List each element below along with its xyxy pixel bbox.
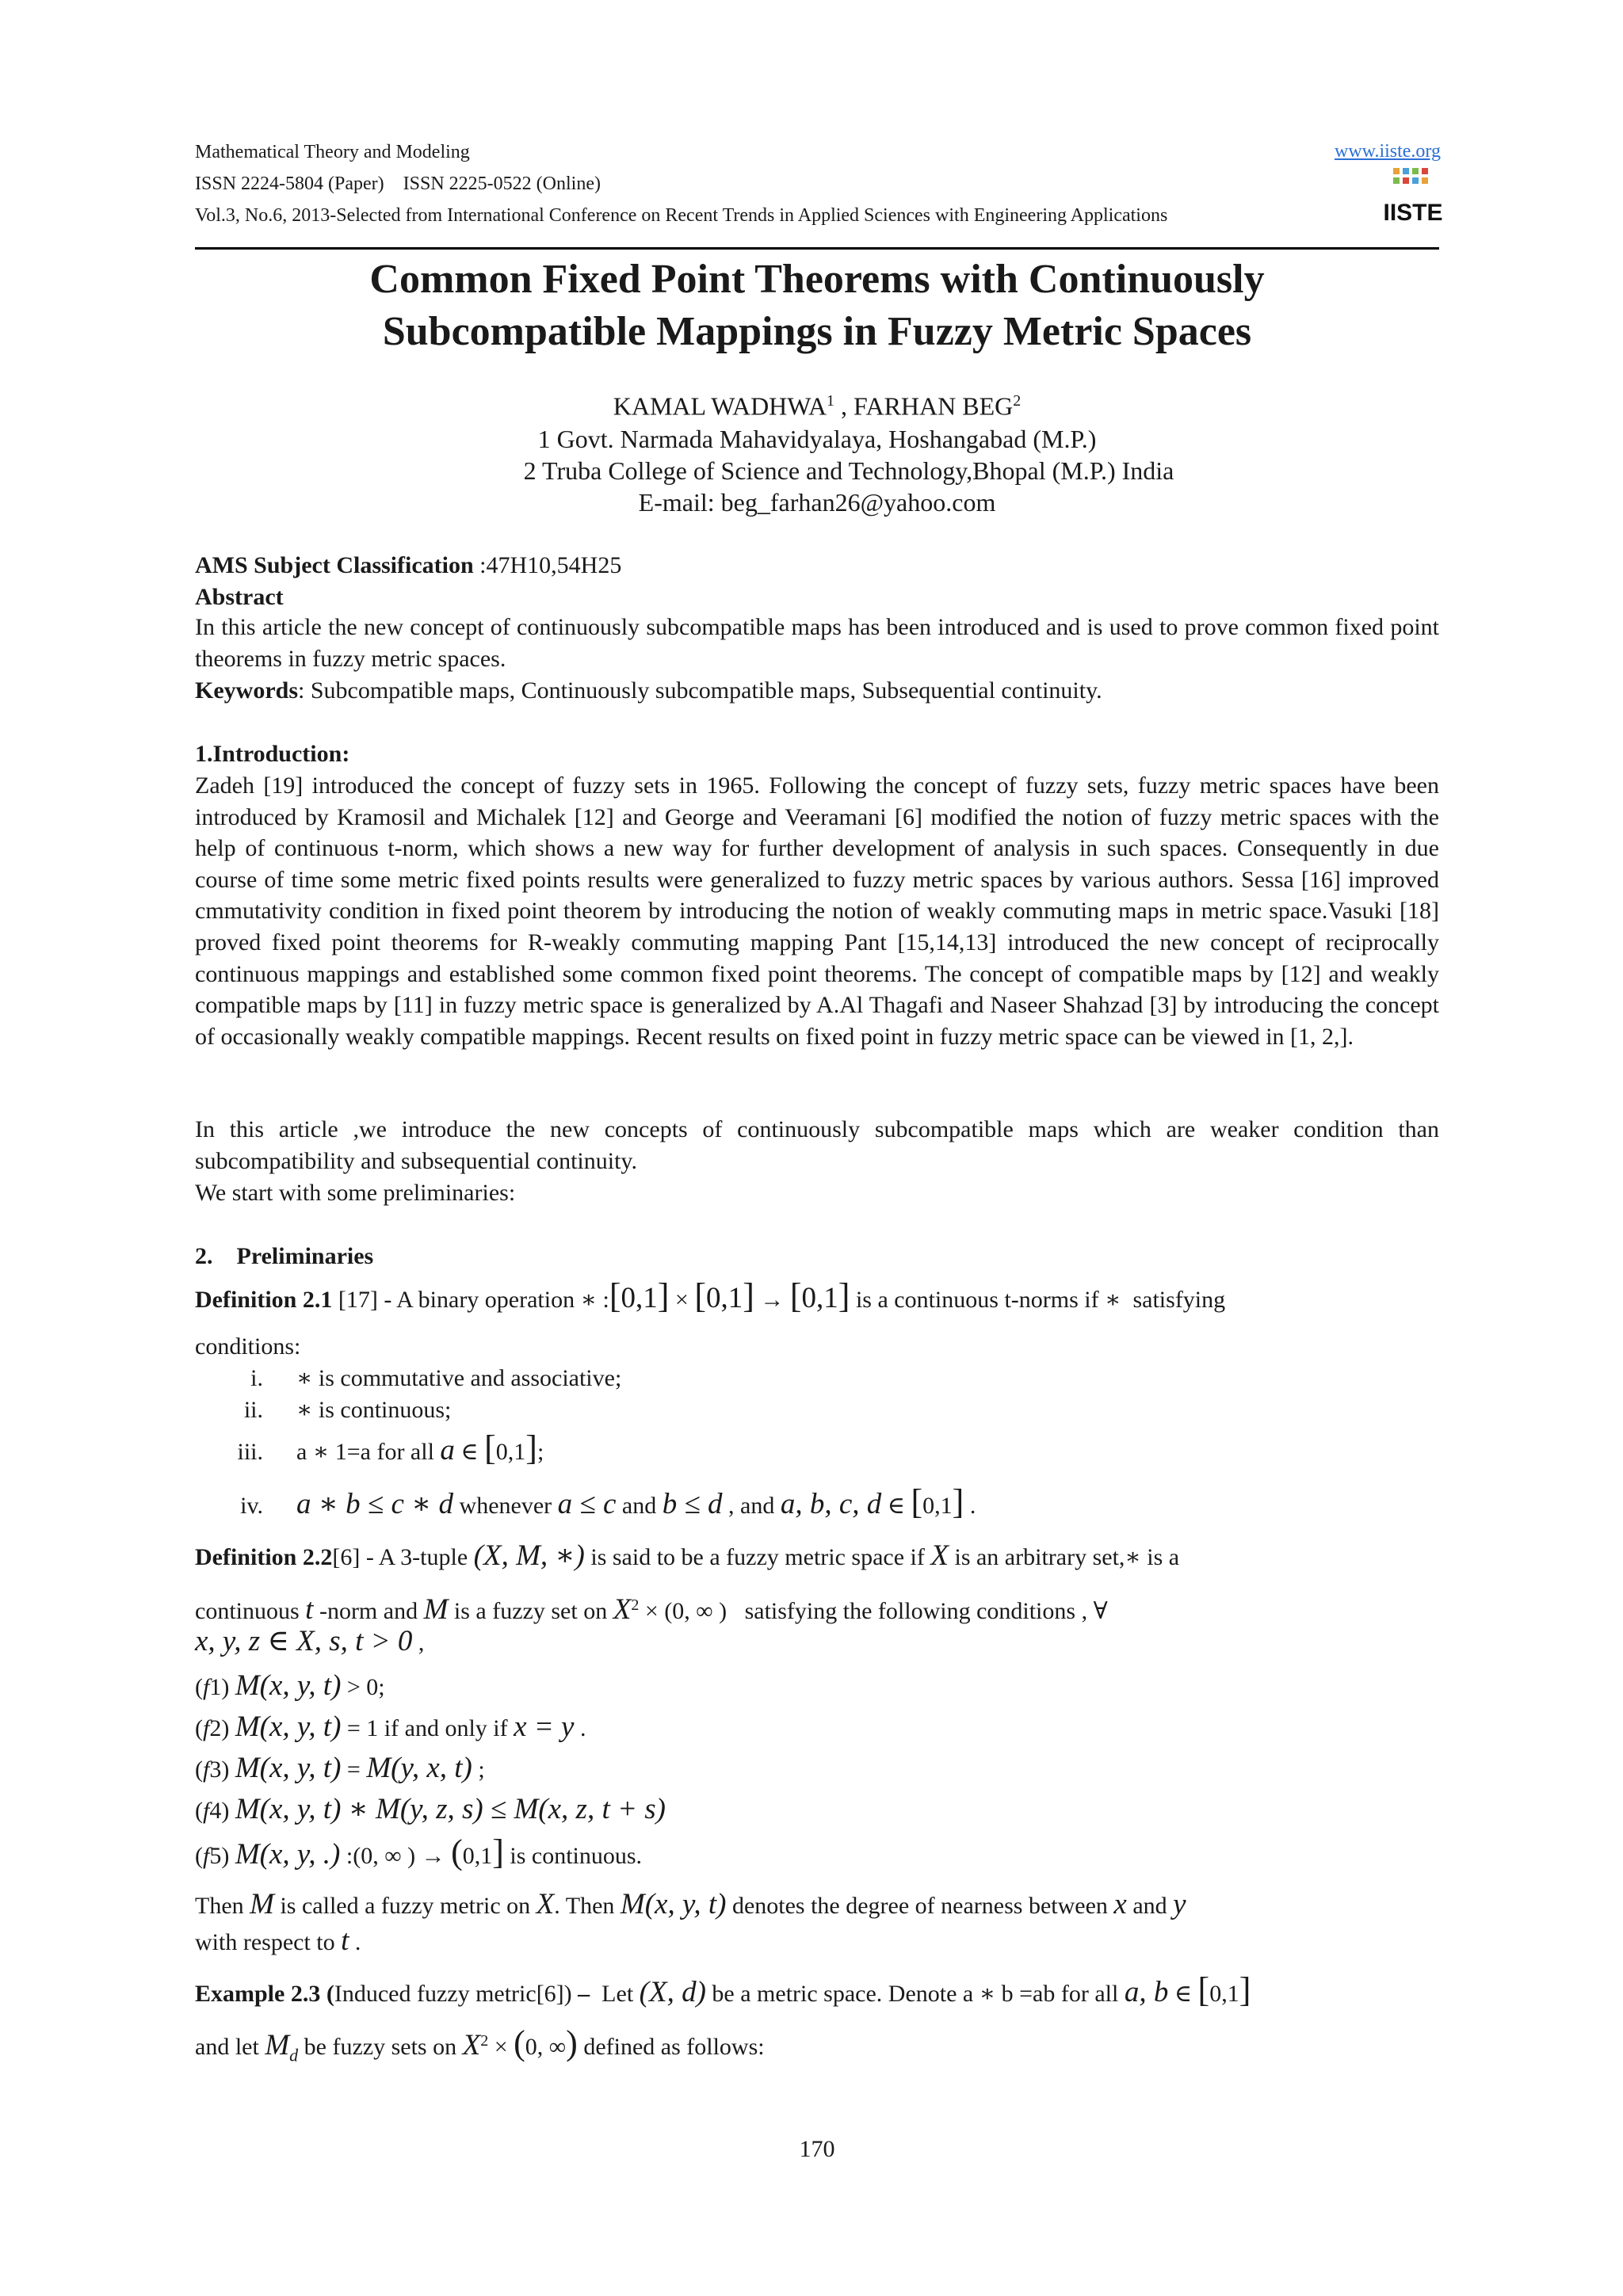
def-2-1: Definition 2.1 [17] - A binary operation ∗ :[0,1] × [0,1] → [0,1] is a continuous t-norms if ∗ satisfying <box>195 1276 1226 1315</box>
def-2-2-text: [6] - A 3-tuple <box>332 1544 474 1570</box>
example-2-3-b: Let <box>590 1981 640 2007</box>
then-sentence: Then M is called a fuzzy metric on X. Then M(x, y, t) denotes the degree of nearness between x and y <box>195 1888 1186 1920</box>
def-2-2-line-2c: is a fuzzy set on <box>448 1598 613 1624</box>
intro-paragraph-2: In this article ,we introduce the new concepts of continuously subcompatible maps which are weaker condition than subcompatibility and subsequential continuity. <box>195 1116 1439 1174</box>
keywords-value: : Subcompatible maps, Continuously subcompatible maps, Subsequential continuity. <box>298 677 1102 704</box>
def-2-1-label: Definition 2.1 <box>195 1287 333 1313</box>
keywords <box>195 675 1439 707</box>
def-2-2-mid: is said to be a fuzzy metric space if <box>584 1544 931 1570</box>
abstract-heading: Abstract <box>195 584 284 610</box>
intro-paragraph-3: We start with some preliminaries: <box>195 1180 516 1206</box>
then-a: is called a fuzzy metric on <box>273 1893 537 1919</box>
ams-value: :47H10,54H25 <box>473 552 622 578</box>
svg-text:IISTE: IISTE <box>1383 200 1443 226</box>
author-2: FARHAN BEG <box>854 391 1014 421</box>
intro-paragraph-1: Zadeh [19] introduced the concept of fuzzy sets in 1965. Following the concept of fuzzy sets, fuzzy metric spaces have been introduced by Kramosil and Michalek [12] and George and Veeramani [6] modified the notion of fuzzy metric spaces with the help of continuous t-norm, which shows a new way for further development of analysis in such spaces. Consequently in due course of time some metric fixed points results were generalized to fuzzy metric spaces by various authors. Sessa [16] improved cmmutativity condition in fixed point theorem by introducing the notion of weakly commuting maps in metric space.Vasuki [18] proved fixed point theorems for R-weakly commuting mapping Pant [15,14,13] introduced the new concept of reciprocally continuous mappings and established some common fixed point theorems. The concept of compatible maps by [12] and weakly compatible maps by [11] in fuzzy metric space is generalized by A.Al Thagafi and Naseer Shahzad [3] by introducing the concept of occasionally weakly compatible mappings. Recent results on fixed point in fuzzy metric space can be viewed in [1, 2,]. <box>195 772 1439 1050</box>
def-2-2-line-2a: continuous <box>195 1598 306 1624</box>
paper-title <box>195 254 1439 358</box>
journal-name: Mathematical Theory and Modeling <box>195 142 470 162</box>
example-2-3-dash: – <box>578 1981 590 2007</box>
then-b: . Then <box>554 1893 621 1919</box>
condition-i: i. ∗ is commutative and associative; <box>195 1363 1439 1394</box>
axiom-f5: (f5) M(x, y, .) :(0, ∞ ) → (0,1] is continuous. <box>195 1833 643 1871</box>
title-line-2: Subcompatible Mappings in Fuzzy Metric Spaces <box>382 309 1252 354</box>
condition-iii-num: iii. <box>237 1439 263 1465</box>
condition-ii-text: is continuous; <box>312 1397 452 1423</box>
intro-heading: 1.Introduction: <box>195 741 350 767</box>
keywords-label: Keywords <box>195 677 298 704</box>
author-1-sup: 1 <box>827 392 835 410</box>
def-2-2-quantifier: x, y, z ∈ X, s, t > 0 , <box>195 1625 425 1657</box>
conditions-label: conditions: <box>195 1333 301 1360</box>
axiom-f4: (f4) M(x, y, t) ∗ M(y, z, s) ≤ M(x, z, t + s) <box>195 1793 666 1825</box>
author-2-sup: 2 <box>1013 392 1022 410</box>
condition-i-text: is commutative and associative; <box>312 1365 622 1391</box>
def-2-2-line-2: continuous t -norm and M is a fuzzy set on $X^2 \times (0$, ∞ ) satisfying the following conditions , ∀ <box>195 1593 1108 1626</box>
volume-line: Vol.3, No.6, 2013-Selected from International Conference on Recent Trends in Applied Sciences with Engineering Applications <box>195 205 1168 226</box>
condition-iii-text: a <box>296 1439 307 1465</box>
example-2-3-f: be fuzzy sets on <box>298 2034 463 2060</box>
def-2-2-line-2b: -norm and <box>313 1598 424 1624</box>
then-d: and <box>1126 1893 1174 1919</box>
title-line-1: Common Fixed Point Theorems with Continuously <box>369 257 1265 302</box>
axiom-f1: (f1) M(x, y, t) > 0; <box>195 1669 385 1702</box>
def-2-1-tail: is a continuous t-norms if <box>850 1287 1106 1313</box>
def-2-2-label: Definition 2.2 <box>195 1544 333 1570</box>
condition-ii: ii. ∗ is continuous; <box>195 1394 1439 1426</box>
author-separator: , <box>834 391 854 421</box>
then-c: denotes the degree of nearness between <box>726 1893 1114 1919</box>
condition-iv: iv. a ∗ b ≤ c ∗ d whenever a ≤ c and b ≤ d , and a, b, c, d ∈ [0,1] . <box>195 1486 1439 1522</box>
def-2-1-text: [17] - A binary operation <box>332 1287 581 1313</box>
then-e: with respect to <box>195 1929 342 1955</box>
journal-url-link[interactable]: www.iiste.org <box>1335 141 1441 162</box>
example-2-3-text: Induced fuzzy metric[6]) <box>334 1981 579 2007</box>
condition-i-num: i. <box>250 1365 263 1391</box>
example-2-3-c: be a metric space. Denote a <box>705 1981 980 2007</box>
example-2-3-d: b =ab for all <box>995 1981 1125 2007</box>
header-rule <box>195 247 1439 250</box>
authors-line <box>195 385 1439 422</box>
abstract-text: In this article the new concept of continuously subcompatible maps has been introduced and is used to prove common fixed point theorems in fuzzy metric spaces. <box>195 614 1439 672</box>
axiom-f2: (f2) M(x, y, t) = 1 if and only if x = y . <box>195 1711 586 1743</box>
def-2-2-mid-3: is a <box>1140 1544 1180 1570</box>
prelim-heading: 2. Preliminaries <box>195 1243 374 1269</box>
condition-ii-num: ii. <box>243 1397 263 1423</box>
example-2-3-g: defined as follows: <box>577 2034 765 2060</box>
example-2-3: Example 2.3 (Induced fuzzy metric[6]) – Let (X, d) be a metric space. Denote a ∗ b =ab for all a, b ∈ [0,1] <box>195 1970 1251 2009</box>
ams-classification <box>195 550 1439 582</box>
example-2-3-e: and let <box>195 2034 265 2060</box>
then-sentence-2: with respect to t . <box>195 1924 361 1957</box>
def-2-2-mid-2: is an arbitrary set, <box>948 1544 1125 1570</box>
page-number: 170 <box>799 2136 835 2162</box>
email: E-mail: beg_farhan26@yahoo.com <box>638 488 996 517</box>
affiliation-1: 1 Govt. Narmada Mahavidyalaya, Hoshangabad (M.P.) <box>537 425 1097 453</box>
example-2-3-line-2: and let $M_d$ be fuzzy sets on $X^2 \times (0$, ∞) defined as follows: <box>195 2023 765 2065</box>
def-2-2-line-2d: × (0, ∞ ) satisfying the following conditions , ∀ <box>639 1598 1108 1624</box>
ams-label: AMS Subject Classification <box>195 552 474 578</box>
def-2-2: Definition 2.2[6] - A 3-tuple (X, M, ∗) is said to be a fuzzy metric space if X is an arbitrary set,∗ is a <box>195 1539 1180 1572</box>
affiliation-2: 2 Truba College of Science and Technology,Bhopal (M.P.) India <box>523 456 1174 485</box>
condition-iii: iii. a ∗ 1=a for all a ∈ [0,1]; <box>195 1432 1439 1468</box>
axiom-f3: (f3) M(x, y, t) = M(y, x, t) ; <box>195 1752 485 1784</box>
condition-iv-num: iv. <box>240 1493 263 1519</box>
then-text: Then <box>195 1893 250 1919</box>
issn-line: ISSN 2224-5804 (Paper) ISSN 2225-0522 (Online) <box>195 174 601 194</box>
def-2-1-tail-2: satisfying <box>1121 1287 1226 1313</box>
author-1: KAMAL WADHWA <box>613 391 827 421</box>
example-2-3-label: Example 2.3 ( <box>195 1981 334 2007</box>
iiste-logo <box>1383 168 1443 226</box>
